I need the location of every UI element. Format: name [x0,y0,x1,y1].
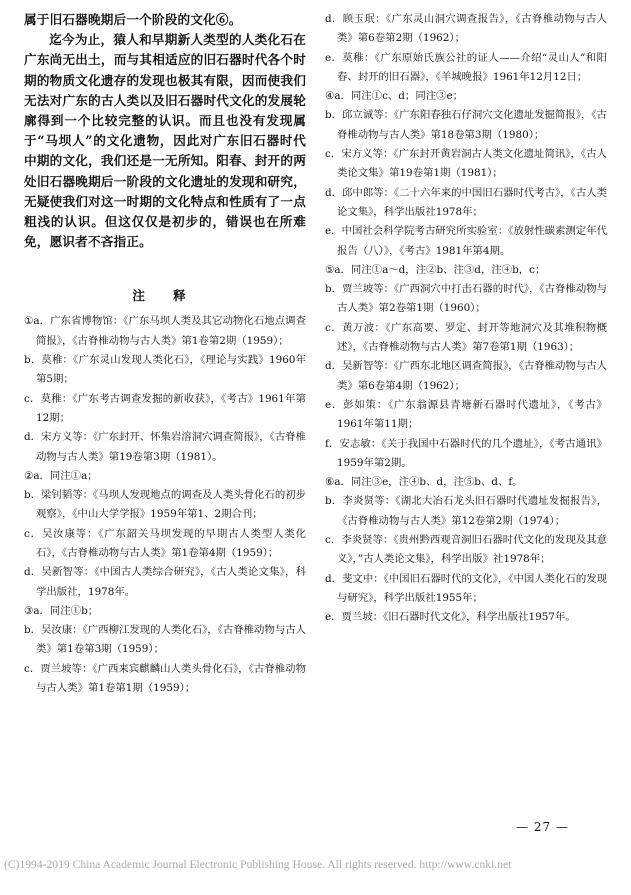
left-notes-list [24,312,306,698]
note-entry: d．斐文中：《中国旧石器时代的文化》，《中国人类化石的发现与研究》，科学出版社1955年； [325,572,607,604]
note-entry: ①a．广东省博物馆：《广东马坝人类及其它动物化石地点调查简报》，《古脊椎动物与古人类》第1卷第2期（1959）； [24,315,306,347]
note-entry: b．李炎贤等：《湖北大冶石龙头旧石器时代遗址发掘报告》，《古脊椎动物与古人类》第12卷第2期（1974）； [325,495,607,527]
note-entry: ③a．同注①b； [24,604,99,617]
note-entry: d．吴新智等：《广西东北地区调查简报》，《古脊椎动物与古人类》第6卷第4期（1962）； [325,360,607,392]
note-entry: c．贾兰坡等：《广西来宾麒麟山人类头骨化石》，《古脊椎动物与古人类》第1卷第1期（1959）； [24,662,306,695]
note-entry: e．彭如策：《广东翁源县青塘新石器时代遗址》，《考古》1961年第11期； [325,398,607,431]
note-entry: c．李炎贤等：《贵州黔西观音洞旧石器时代文化的发现及其意义》，”古人类论文集》，科学出版》社1978年； [325,534,607,566]
body-text [24,10,306,252]
note-entry: c．宋方义等：《广东封开黄岩洞古人类文化遗址简讯》，《古人类论文集》第19卷第1期（1981）； [325,148,607,180]
note-entry: e．莫稚：《广东原始氏族公社的证人——介绍“灵山人”和阳春、封开的旧石器》，《羊城晚报》1961年12月12日； [325,51,607,83]
note-entry: ④a．同注①c、d；同注③e； [325,90,464,103]
note-entry: f．安志敏：《关于我国中石器时代的几个遗址》，《考古通讯》1959年第2期。 [325,437,607,469]
note-entry: e．贾兰坡：《旧石器时代文化》，科学出版社1957年。 [325,611,576,624]
note-entry: d．邱中郎等：《二十六年来的中国旧石器时代考古》，《古人类论文集》，科学出版社1978年； [325,186,607,218]
note-entry: b．贾兰坡等：《广西洞穴中打击石器的时代》，《古脊椎动物与古人类》第2卷第1期（1960）； [325,283,607,315]
note-entry: e．中国社会科学院考古研究所实验室：《放射性碳素测定年代报告（八）》，《考古》1981年第4期。 [325,225,607,257]
note-entry: b．梁钊韬等：《马坝人发现地点的调查及人类头骨化石的初步观察》，《中山大学学报》1959年第1、2期合刊； [24,489,306,521]
right-column [325,10,607,628]
note-entry: b．邱立诚等：《广东阳春独石仔洞穴文化遗址发掘简报》，《古脊椎动物与古人类》第18卷第3期（1980）； [325,109,607,141]
copyright-footer: (C)1994-2019 China Academic Journal Electronic Publishing House. All rights reserved. http://www.cnki.net [4,858,512,871]
note-entry: c．黄万波：《广东高要、罗定、封开等地洞穴及其堆积物概述》，《古脊椎动物与古人类》第7卷第1期（1963）； [325,321,607,354]
note-entry: ②a．同注①a； [24,469,98,482]
note-entry: d．吴新智等：《中国古人类综合研究》，《古人类论文集》，科学出版社，1978年。 [24,566,306,598]
note-entry: c．莫稚：《广东考古调查发掘的新收获》，《考古》1961年第12期； [24,392,306,424]
note-entry: d．顾玉珉：《广东灵山洞穴调查报告》，《古脊椎动物与古人类》第6卷第2期（1962）； [325,13,607,45]
body-paragraph: 迄今为止，猿人和早期新人类型的人类化石在广东尚无出土，而与其相适应的旧石器时代各个时期的物质文化遗存的发现也极其有限，因而使我们无法对广东的古人类以及旧石器时代文化的发展轮廓得到一个比较完整的认识。而且也没有发现属于“马坝人”的文化遗物，因此对广东旧石器时代中期的文化，我们还是一无所知。阳春、封开的两处旧石器晚期后一阶段的文化遗址的发现和研究，无疑使我们对这一时期的文化特点和性质有了一点粗浅的认识。但这仅仅是初步的，错误也在所难免，愿识者不吝指正。 [24,32,306,250]
note-entry: d．宋方义等：《广东封开、怀集岩溶洞穴调查简报》，《古脊椎动物与古人类》第19卷第3期（1981）。 [24,431,306,463]
notes-title: 注 释 [132,288,198,304]
right-notes-list [325,10,607,628]
body-paragraph: 属于旧石器晚期后一个阶段的文化⑥。 [24,12,242,27]
note-entry: b．吴汝康：《广西柳江发现的人类化石》，《古脊椎动物与古人类》第1卷第3期（1959）； [24,624,306,656]
page-number: — 27 — [516,820,569,834]
note-entry: b．莫稚：《广东灵山发现人类化石》，《理论与实践》1960年第5期； [24,354,306,386]
note-entry: c．吴汝康等：《广东韶关马坝发现的早期古人类型人类化石》，《古脊椎动物与古人类》第1卷第4期（1959）； [24,527,306,559]
note-entry: ⑤a．同注①a～d，注②b、注③d，注④b，c； [325,263,546,276]
left-column [24,10,306,698]
note-entry: ⑥a．同注③e，注④b、d，注⑤b、d、f。 [325,476,523,489]
